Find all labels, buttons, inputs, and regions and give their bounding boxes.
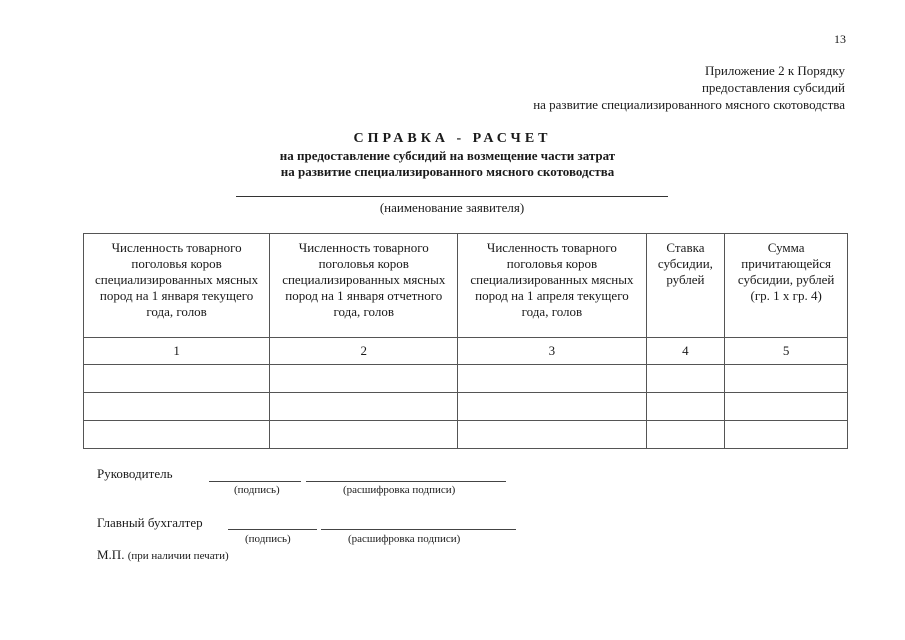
table-cell[interactable] bbox=[725, 393, 848, 421]
table-row bbox=[84, 365, 848, 393]
column-number-row bbox=[84, 338, 848, 365]
applicant-name-line bbox=[236, 196, 668, 197]
head-signature-line[interactable] bbox=[209, 481, 301, 482]
header-col-4: Ставка субсидии, рублей bbox=[646, 234, 725, 338]
accountant-signature-caption: (подпись) bbox=[245, 533, 291, 545]
table-cell[interactable] bbox=[270, 393, 458, 421]
head-decoding-line[interactable] bbox=[306, 481, 506, 482]
head-label: Руководитель bbox=[97, 466, 173, 481]
appendix-line-1: Приложение 2 к Порядку bbox=[705, 63, 845, 78]
column-number: 4 bbox=[646, 338, 725, 365]
applicant-caption: (наименование заявителя) bbox=[379, 200, 525, 215]
title-line-2: на предоставление субсидий на возмещение части затрат bbox=[279, 148, 616, 163]
table-cell[interactable] bbox=[646, 365, 725, 393]
head-signature-caption: (подпись) bbox=[234, 484, 280, 496]
header-col-2: Численность товарного поголовья коров специализированных мясных пород на 1 января отчетного года, голов bbox=[270, 234, 458, 338]
title-line-3: на развитие специализированного мясного скотоводства bbox=[280, 164, 615, 179]
appendix-line-3: на развитие специализированного мясного скотоводства bbox=[533, 97, 845, 112]
table-cell[interactable] bbox=[458, 421, 646, 449]
table-cell[interactable] bbox=[458, 365, 646, 393]
header-col-3: Численность товарного поголовья коров специализированных мясных пород на 1 апреля текущего года, голов bbox=[458, 234, 646, 338]
table-cell[interactable] bbox=[270, 365, 458, 393]
table-cell[interactable] bbox=[646, 393, 725, 421]
appendix-reference bbox=[533, 62, 845, 113]
table-cell[interactable] bbox=[458, 393, 646, 421]
header-col-5: Сумма причитающейся субсидии, рублей (гр. 1 х гр. 4) bbox=[725, 234, 848, 338]
table-cell[interactable] bbox=[725, 421, 848, 449]
table-cell[interactable] bbox=[84, 393, 270, 421]
appendix-line-2: предоставления субсидий bbox=[701, 80, 845, 95]
stamp-label: М.П. bbox=[97, 547, 125, 562]
title-main: СПРАВКА - РАСЧЕТ bbox=[353, 131, 552, 146]
accountant-signature-line[interactable] bbox=[228, 529, 317, 530]
column-number: 3 bbox=[458, 338, 646, 365]
calculation-table bbox=[83, 233, 848, 449]
page-number: 13 bbox=[834, 32, 846, 46]
column-number: 2 bbox=[270, 338, 458, 365]
table-row bbox=[84, 421, 848, 449]
accountant-decoding-caption: (расшифровка подписи) bbox=[348, 533, 461, 545]
table-cell[interactable] bbox=[646, 421, 725, 449]
table-cell[interactable] bbox=[84, 365, 270, 393]
stamp-area bbox=[97, 547, 229, 563]
column-number: 1 bbox=[84, 338, 270, 365]
stamp-note: (при наличии печати) bbox=[127, 550, 229, 562]
head-decoding-caption: (расшифровка подписи) bbox=[343, 484, 456, 496]
table-cell[interactable] bbox=[84, 421, 270, 449]
table-cell[interactable] bbox=[725, 365, 848, 393]
accountant-decoding-line[interactable] bbox=[321, 529, 516, 530]
header-col-1: Численность товарного поголовья коров специализированных мясных пород на 1 января текущего года, голов bbox=[84, 234, 270, 338]
column-number: 5 bbox=[725, 338, 848, 365]
table-cell[interactable] bbox=[270, 421, 458, 449]
table-header-row bbox=[84, 234, 848, 338]
accountant-label: Главный бухгалтер bbox=[97, 515, 203, 530]
table-row bbox=[84, 393, 848, 421]
document-title bbox=[0, 130, 905, 180]
